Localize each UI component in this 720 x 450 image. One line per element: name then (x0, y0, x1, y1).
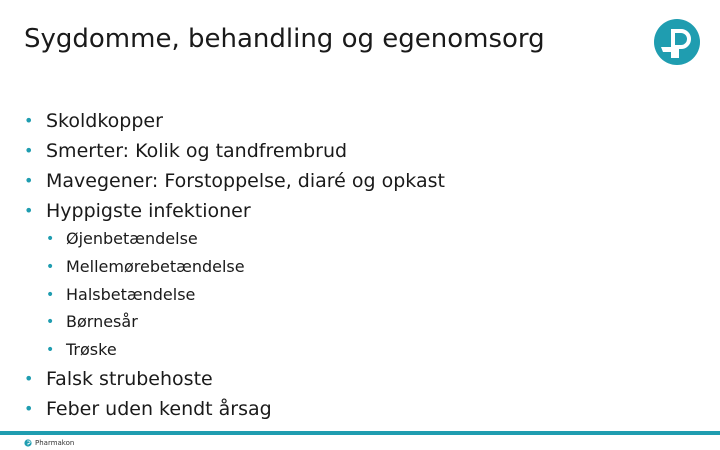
list-item: • Falsk strubehoste (46, 367, 213, 391)
list-item: • Feber uden kendt årsag (46, 397, 272, 421)
footer-brand (24, 439, 74, 447)
sub-list-item: • Børnesår (66, 312, 138, 332)
slide-title: Sygdomme, behandling og egenomsorg (24, 24, 545, 54)
sub-list-item: • Øjenbetændelse (66, 229, 198, 249)
sub-list-item: • Mellemørebetændelse (66, 257, 245, 277)
pharmakon-logo-icon (653, 18, 701, 66)
footer-divider (0, 431, 720, 435)
footer-brand-label: Pharmakon (35, 439, 75, 447)
list-item: • Smerter: Kolik og tandfrembrud (46, 139, 347, 163)
sub-list-item: • Trøske (66, 340, 117, 360)
list-item: • Skoldkopper (46, 109, 163, 133)
list-item: • Mavegener: Forstoppelse, diaré og opkast (46, 169, 445, 193)
list-item: • Hyppigste infektioner (46, 199, 251, 223)
pharmakon-small-icon (24, 439, 32, 447)
sub-list-item: • Halsbetændelse (66, 285, 195, 305)
